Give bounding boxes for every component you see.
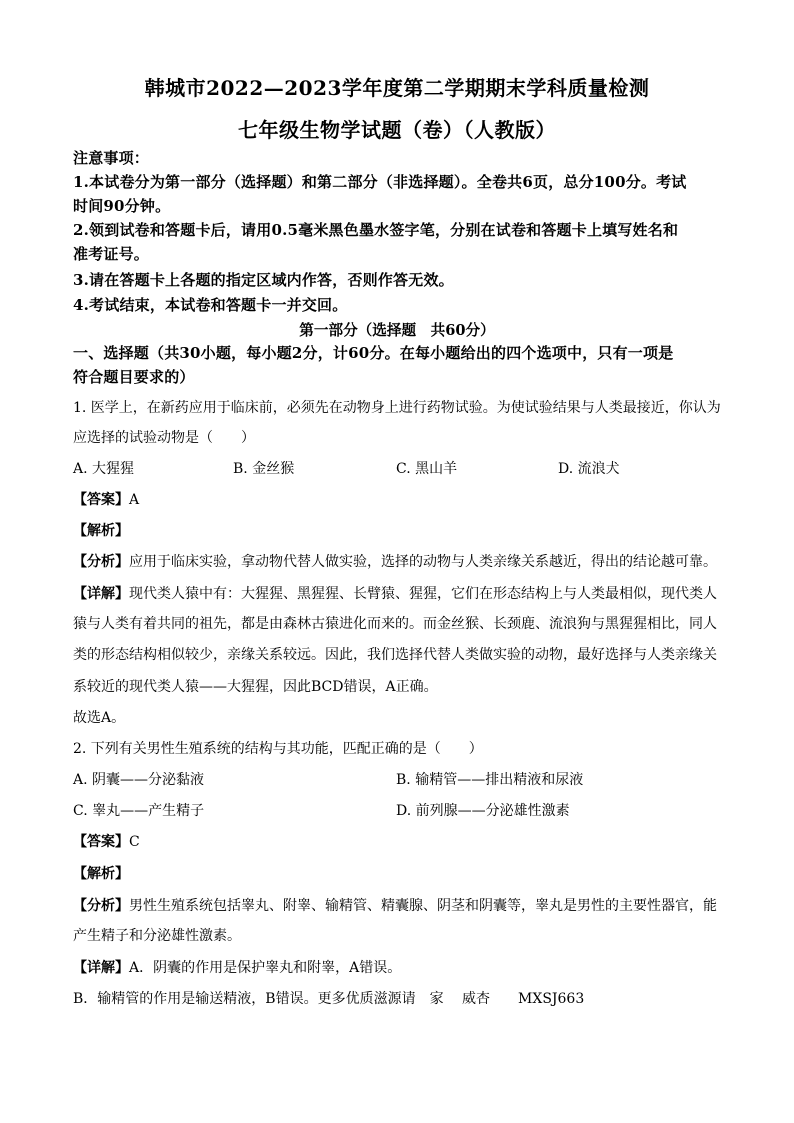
- option-c: C. 睾丸——产生精子: [73, 803, 205, 819]
- exam-title: 韩城市2022—2023学年度第二学期期末学科质量检测: [144, 76, 650, 100]
- question-stem: 2. 下列有关男性生殖系统的结构与其功能，匹配正确的是（ ）: [73, 741, 483, 757]
- section-heading: 一、选择题（共30小题，每小题2分，计60分。在每小题给出的四个选项中，只有一项是: [73, 344, 674, 362]
- answer-line: [73, 490, 139, 510]
- conclusion-text: 故选A。: [73, 710, 126, 726]
- detail-line: [73, 584, 717, 604]
- fenxi-text: 男性生殖系统包括睾丸、附睾、输精管、精囊腺、阴茎和阴囊等，睾丸是男性的主要性器官，能: [129, 898, 717, 914]
- section-heading: 符合题目要求的）: [73, 368, 195, 386]
- analysis-line: [73, 552, 717, 572]
- answer-line: [73, 832, 140, 852]
- detail-tag: 【详解】: [73, 960, 129, 976]
- detail-text: 现代类人猿中有：大猩猩、黑猩猩、长臂猿、猩猩，它们在形态结构上与人类最相似，现代类人: [129, 586, 717, 602]
- detail-text: 猿与人类有着共同的祖先，都是由森林古猿进化而来的。而金丝猴、长颈鹿、流浪狗与黑猩猩相比，同人: [73, 616, 717, 632]
- answer-tag: 【答案】: [73, 492, 129, 508]
- notice-item: 2.领到试卷和答题卡后，请用0.5毫米黑色墨水签字笔，分别在试卷和答题卡上填写姓名和: [73, 221, 679, 239]
- detail-text: 类的形态结构相似较少，亲缘关系较远。因此，我们选择代替人类做实验的动物，最好选择与人类亲缘关: [73, 647, 717, 663]
- exam-subtitle: 七年级生物学试题（卷）（人教版）: [238, 118, 556, 142]
- analysis-line: [73, 896, 717, 916]
- notice-heading: 注意事项：: [73, 149, 150, 167]
- notice-item: 3.请在答题卡上各题的指定区域内作答，否则作答无效。: [73, 271, 454, 289]
- notice-item: 4.考试结束，本试卷和答题卡一并交回。: [73, 296, 348, 314]
- fenxi-tag: 【分析】: [73, 898, 129, 914]
- detail-text: 系较近的现代类人猿——大猩猩，因此BCD错误，A正确。: [73, 679, 438, 695]
- option-d: D. 流浪犬: [558, 461, 620, 477]
- part-heading: 第一部分（选择题 共60分）: [299, 322, 495, 339]
- option-b: B. 输精管——排出精液和尿液: [396, 772, 584, 788]
- analysis-tag: 【解析】: [73, 866, 129, 882]
- question-stem: 1. 医学上，在新药应用于临床前，必须先在动物身上进行药物试验。为使试验结果与人类最接近，你认为: [73, 400, 721, 416]
- detail-text: A．阴囊的作用是保护睾丸和附睾，A错误。: [129, 960, 402, 976]
- detail-text: B．输精管的作用是输送精液，B错误。更多优质滋源请 家 威杏 MXSJ663: [73, 991, 585, 1007]
- option-c: C. 黑山羊: [396, 461, 458, 477]
- fenxi-text: 应用于临床实验，拿动物代替人做实验，选择的动物与人类亲缘关系越近，得出的结论越可靠。: [129, 554, 717, 570]
- option-d: D. 前列腺——分泌雄性激素: [396, 803, 570, 819]
- notice-item: 1.本试卷分为第一部分（选择题）和第二部分（非选择题）。全卷共6页，总分100分。考试: [73, 173, 687, 191]
- answer-value: A: [129, 492, 140, 508]
- answer-tag: 【答案】: [73, 834, 129, 850]
- fenxi-text: 产生精子和分泌雄性激素。: [73, 928, 241, 944]
- fenxi-tag: 【分析】: [73, 554, 129, 570]
- analysis-tag: 【解析】: [73, 523, 129, 539]
- option-a: A. 阴囊——分泌黏液: [73, 772, 205, 788]
- question-stem: 应选择的试验动物是（ ）: [73, 430, 255, 446]
- notice-item: 时间90分钟。: [73, 197, 171, 215]
- detail-tag: 【详解】: [73, 586, 129, 602]
- detail-line: [73, 958, 401, 978]
- answer-value: C: [129, 834, 140, 850]
- option-b: B. 金丝猴: [233, 461, 295, 477]
- notice-item: 准考证号。: [73, 245, 150, 263]
- option-a: A. 大猩猩: [73, 461, 135, 477]
